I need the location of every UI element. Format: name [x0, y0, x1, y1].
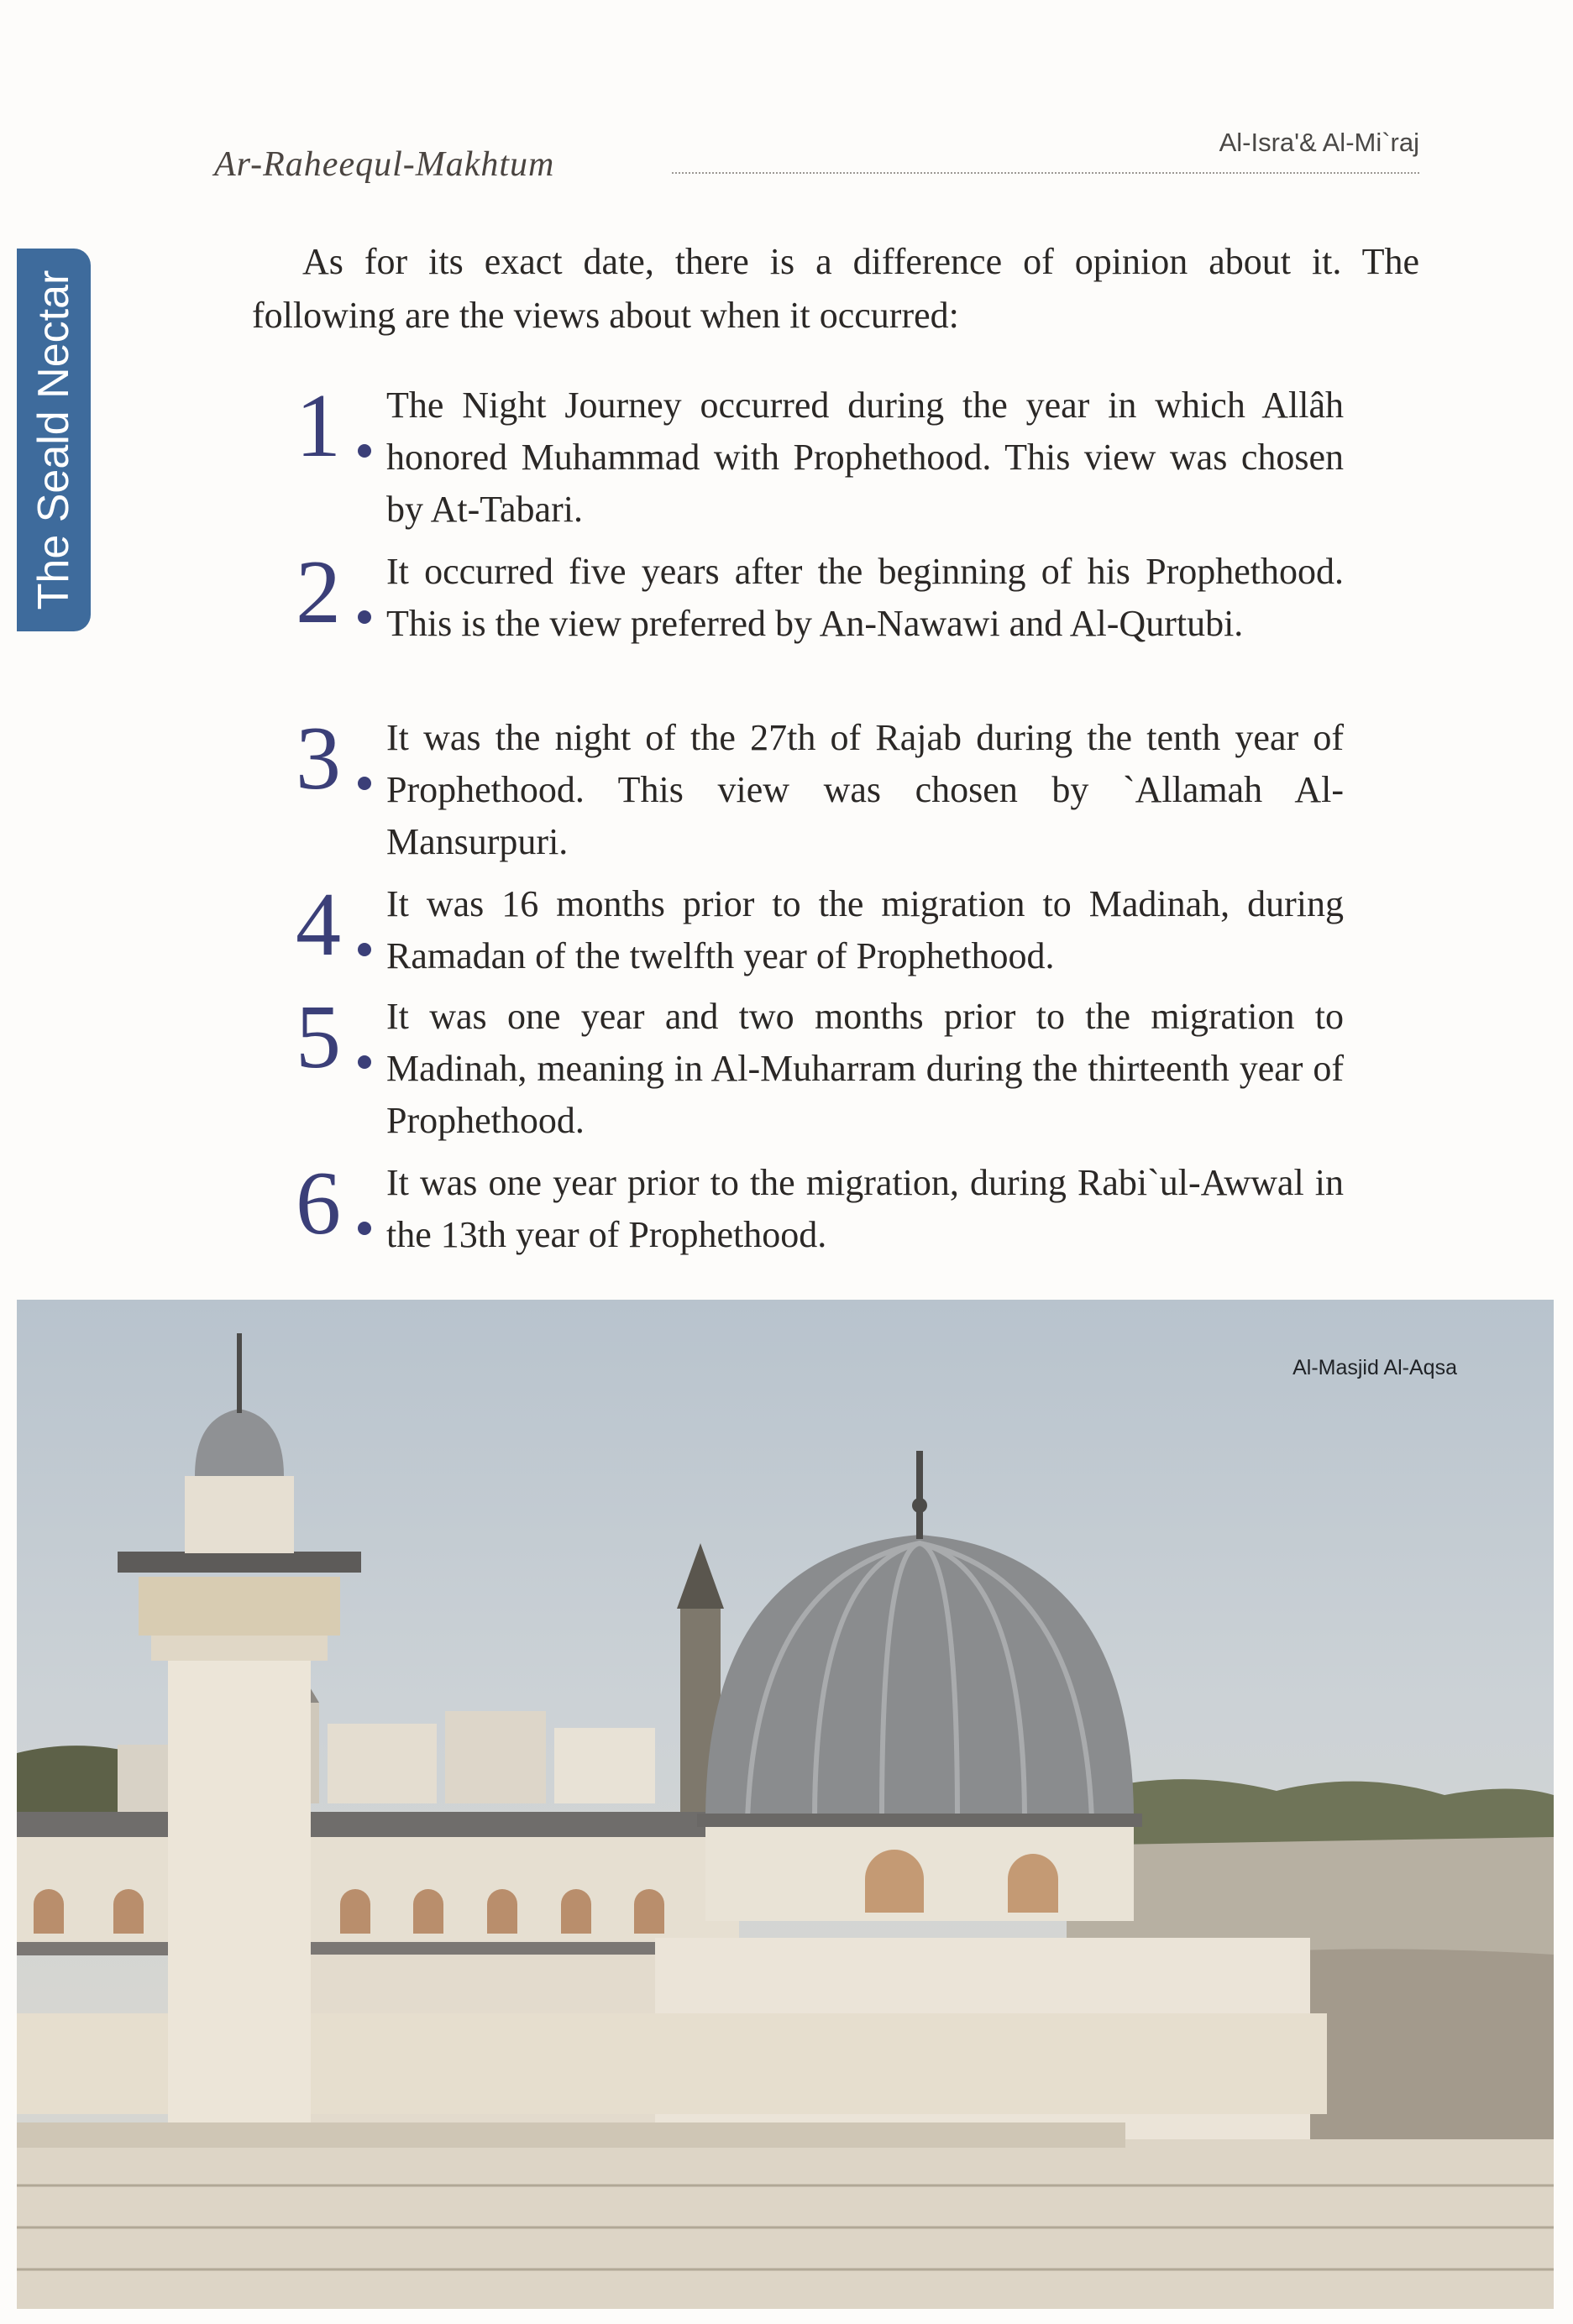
mosque-photo: [17, 1300, 1554, 2309]
side-tab-label: The Seald Nectar: [29, 270, 78, 610]
arched-windows: [34, 1889, 664, 1934]
bullet-dot: [358, 444, 371, 458]
list-item: [296, 987, 1345, 1155]
item-text: It was the night of the 27th of Rajab during the tenth year of Prophethood. This view was chosen by `Allamah Al-Mansurpuri.: [386, 717, 1344, 862]
item-text: It occurred five years after the beginning of his Prophethood. This is the view preferred by An-Nawawi and Al-Qurtubi.: [386, 551, 1344, 644]
bullet-dot: [358, 943, 371, 956]
city-building: [118, 1745, 176, 1820]
dome-finial: [916, 1451, 923, 1539]
item-number: 5: [296, 987, 341, 1087]
intro-paragraph: [252, 235, 1419, 343]
item-number: 2: [296, 542, 341, 642]
dome-base-ring: [697, 1814, 1142, 1827]
city-building: [328, 1724, 437, 1803]
item-text: It was 16 months prior to the migration to Madinah, during Ramadan of the twelfth year of Prophethood.: [386, 883, 1344, 976]
mosque-illustration: [17, 1300, 1554, 2309]
bullet-dot: [358, 610, 371, 624]
minaret-dome: [195, 1409, 284, 1476]
list-item: [296, 709, 1345, 877]
foreground-wall: [17, 2139, 1554, 2309]
minaret-canopy: [118, 1552, 361, 1573]
bell-tower-spire: [677, 1543, 724, 1609]
item-number: 1: [296, 376, 341, 476]
header-divider: [672, 172, 1419, 174]
bullet-dot: [358, 777, 371, 790]
item-number: 3: [296, 709, 341, 809]
city-building: [554, 1728, 655, 1803]
item-text: It was one year and two months prior to the migration to Madinah, meaning in Al-Muharram during the thirteenth year of Prophethood.: [386, 996, 1344, 1141]
intro-text: As for its exact date, there is a difference of opinion about it. The following are the views about when it occurred:: [252, 241, 1419, 336]
book-title: Ar-Raheequl-Makhtum: [214, 145, 555, 184]
mosque-lower-roof: [17, 1942, 747, 1955]
item-text: The Night Journey occurred during the year in which Allâh honored Muhammad with Prophethood. This view was chosen by At-Tabari.: [386, 385, 1344, 530]
chapter-title: Al-Isra'& Al-Mi`raj: [1219, 128, 1419, 157]
mosque-roof: [17, 1812, 747, 1837]
item-text: It was one year prior to the migration, during Rabi`ul-Awwal in the 13th year of Prophethood.: [386, 1162, 1344, 1255]
minaret-upper: [185, 1476, 294, 1553]
finial-ball: [912, 1498, 927, 1513]
list-item: [296, 376, 1345, 544]
wall-cap: [17, 2122, 1125, 2148]
list-item: [296, 542, 1345, 710]
list-item: [296, 1154, 1345, 1322]
minaret-finial: [237, 1333, 242, 1413]
bullet-dot: [358, 1055, 371, 1069]
item-number: 4: [296, 875, 341, 975]
minaret-balcony: [139, 1577, 340, 1636]
bullet-dot: [358, 1222, 371, 1235]
city-building: [445, 1711, 546, 1803]
photo-caption: Al-Masjid Al-Aqsa: [1292, 1356, 1457, 1379]
item-number: 6: [296, 1154, 341, 1254]
